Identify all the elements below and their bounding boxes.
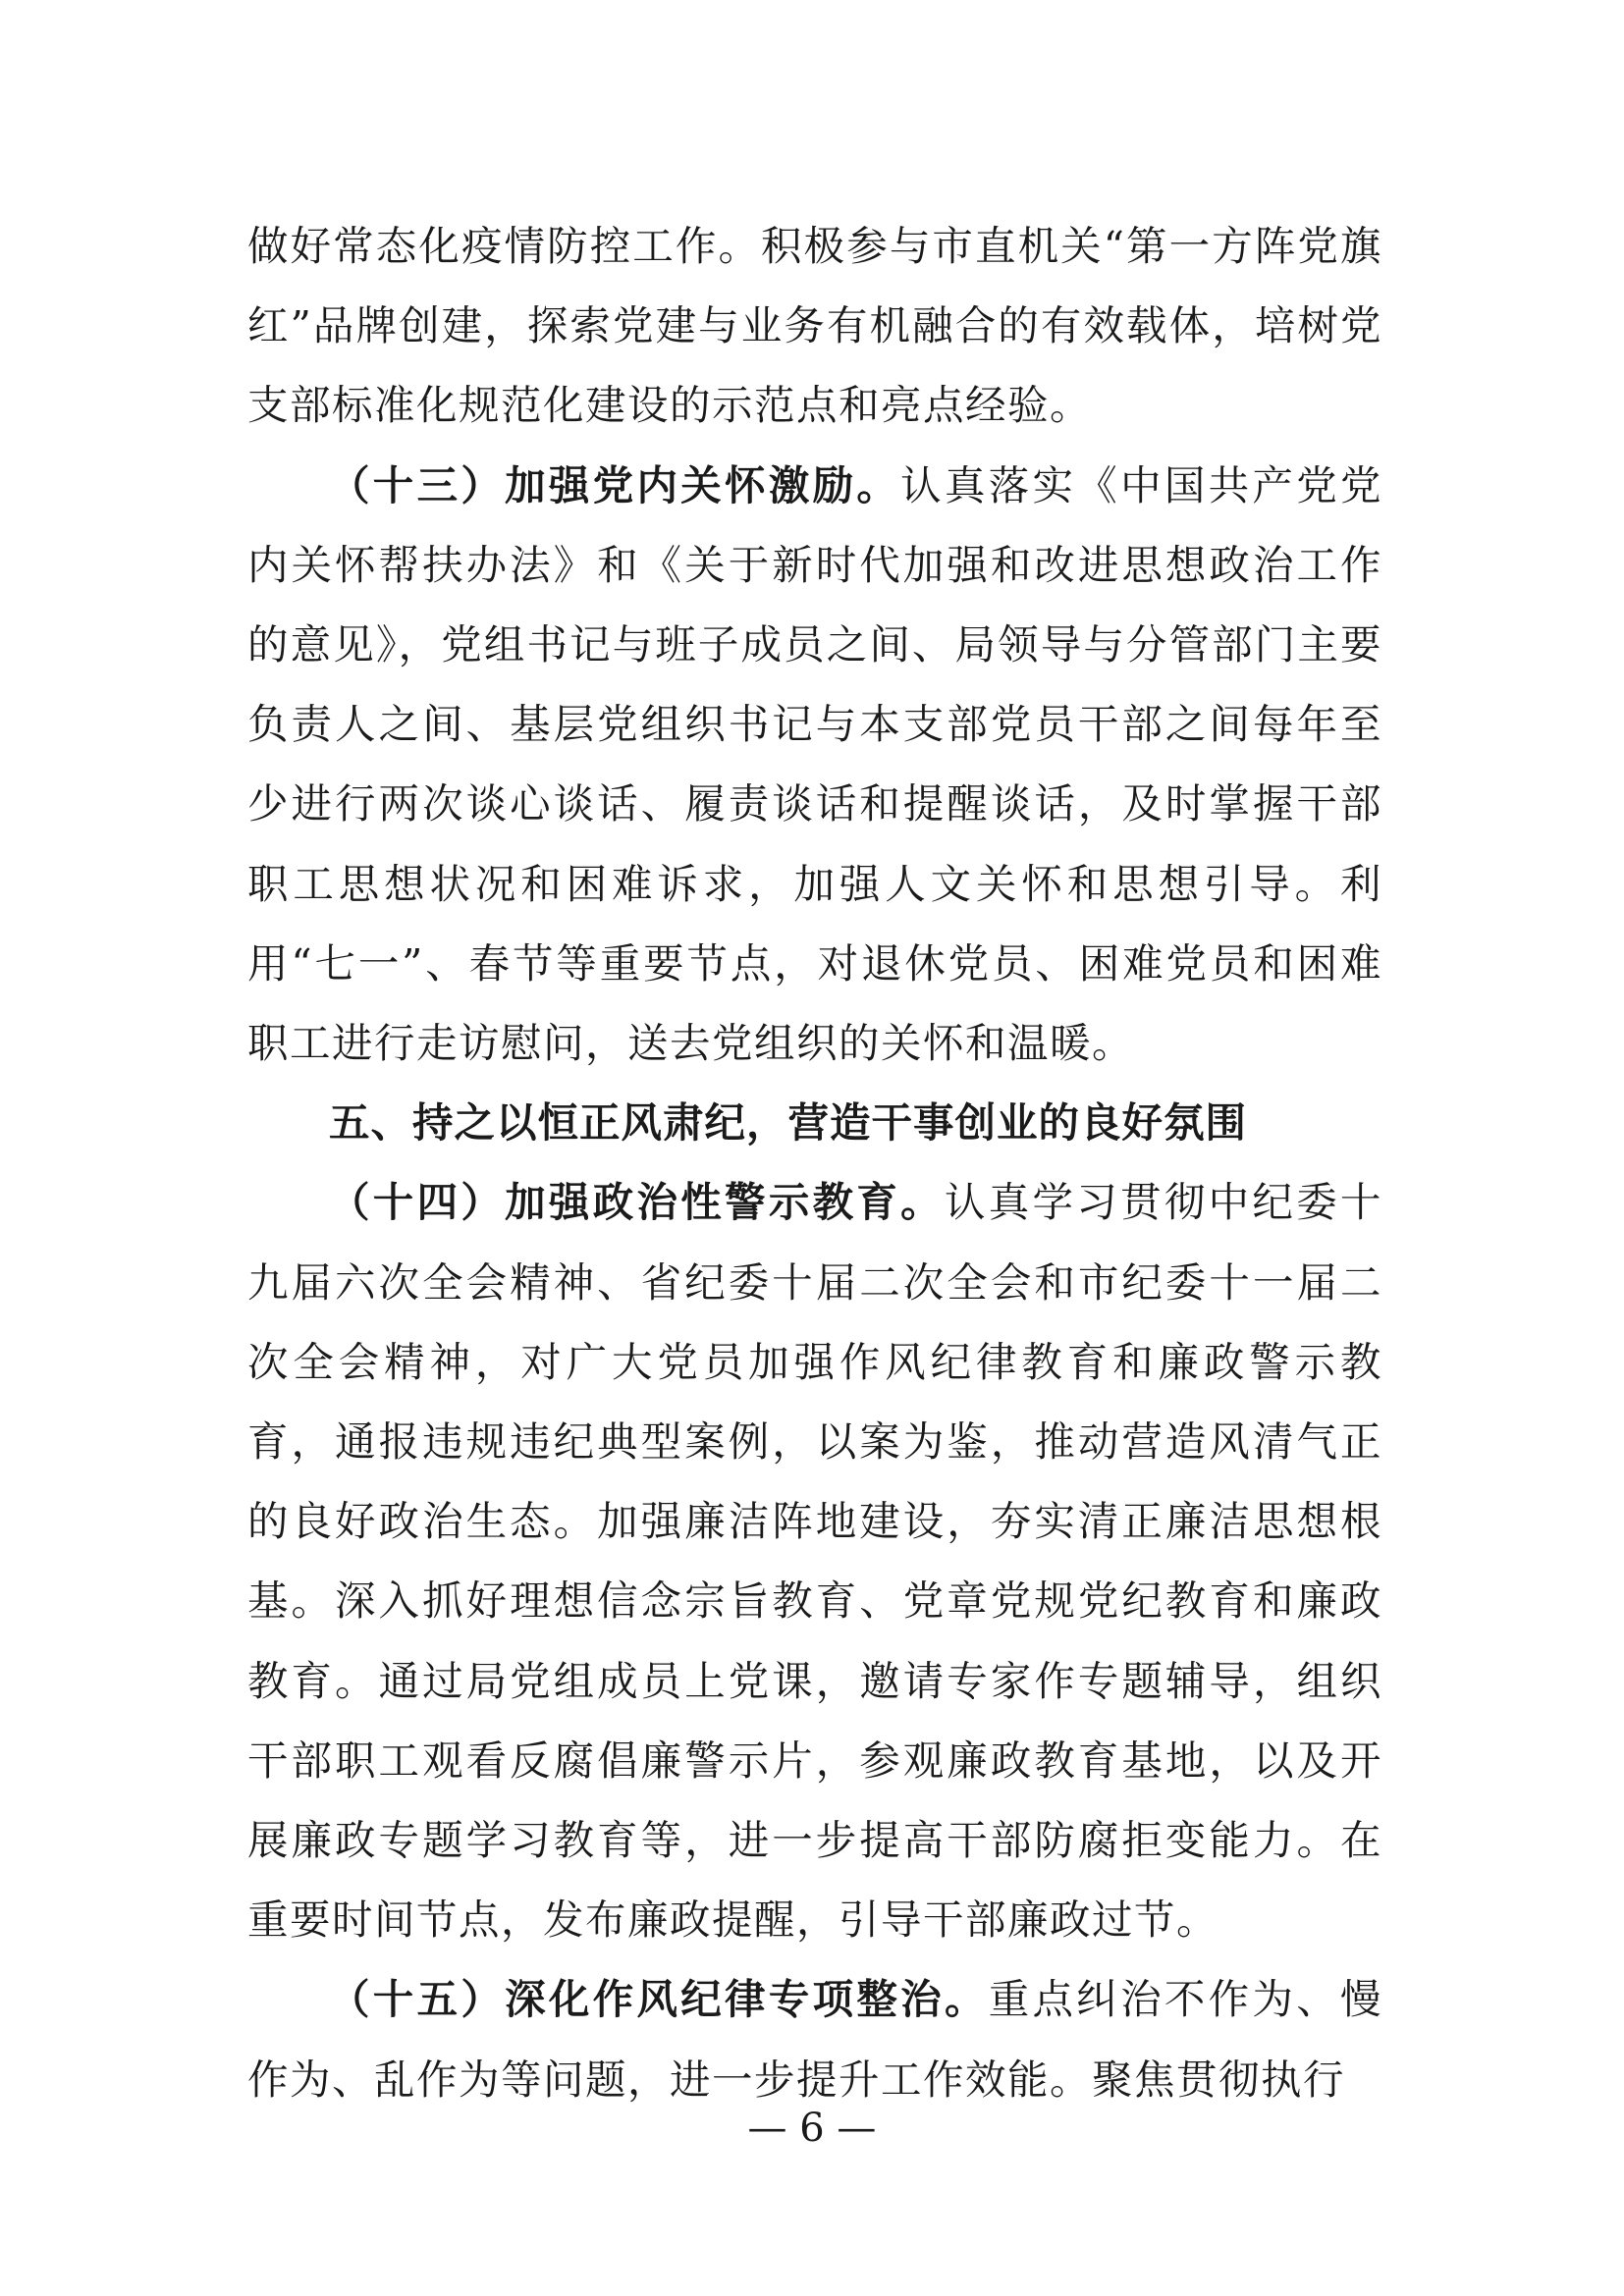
paragraph-13 [247, 446, 1382, 1084]
section-heading-5: 五、持之以恒正风肃纪，营造干事创业的良好氛围 [329, 1098, 1248, 1148]
paragraph-14-lead: （十四）加强政治性警示教育。 [329, 1178, 945, 1227]
paragraph-continuation: 做好常态化疫情防控工作。积极参与市直机关“第一方阵党旗红”品牌创建，探索党建与业务有机融合的有效载体，培树党支部标准化规范化建设的示范点和亮点经验。 [247, 222, 1382, 430]
paragraph-15-lead: （十五）深化作风纪律专项整治。 [329, 1975, 989, 2024]
paragraph-15 [247, 1959, 1382, 2118]
paragraph-14 [247, 1162, 1382, 1959]
paragraph-13-lead: （十三）加强党内关怀激励。 [329, 460, 901, 509]
document-body [247, 206, 1382, 2119]
paragraph-15-body: 重点纠治不作为、慢作为、乱作为等问题，进一步提升工作效能。聚焦贯彻执行 [247, 1975, 1382, 2104]
paragraph-14-body: 认真学习贯彻中纪委十九届六次全会精神、省纪委十届二次全会和市纪委十一届二次全会精神，对广大党员加强作风纪律教育和廉政警示教育，通报违规违纪典型案例，以案为鉴，推动营造风清气正的良好政治生态。加强廉洁阵地建设，夯实清正廉洁思想根基。深入抓好理想信念宗旨教育、党章党规党纪教育和廉政教育。通过局党组成员上党课，邀请专家作专题辅导，组织干部职工观看反腐倡廉警示片，参观廉政教育基地，以及开展廉政专题学习教育等，进一步提高干部防腐拒变能力。在重要时间节点，发布廉政提醒，引导干部廉政过节。 [247, 1178, 1382, 1945]
page-number: — 6 — [747, 2106, 877, 2151]
paragraph-13-body: 认真落实《中国共产党党内关怀帮扶办法》和《关于新时代加强和改进思想政治工作的意见》，党组书记与班子成员之间、局领导与分管部门主要负责人之间、基层党组织书记与本支部党员干部之间每年至少进行两次谈心谈话、履责谈话和提醒谈话，及时掌握干部职工思想状况和困难诉求，加强人文关怀和思想引导。利用“七一”、春节等重要节点，对退休党员、困难党员和困难职工进行走访慰问，送去党组织的关怀和温暖。 [247, 460, 1382, 1068]
